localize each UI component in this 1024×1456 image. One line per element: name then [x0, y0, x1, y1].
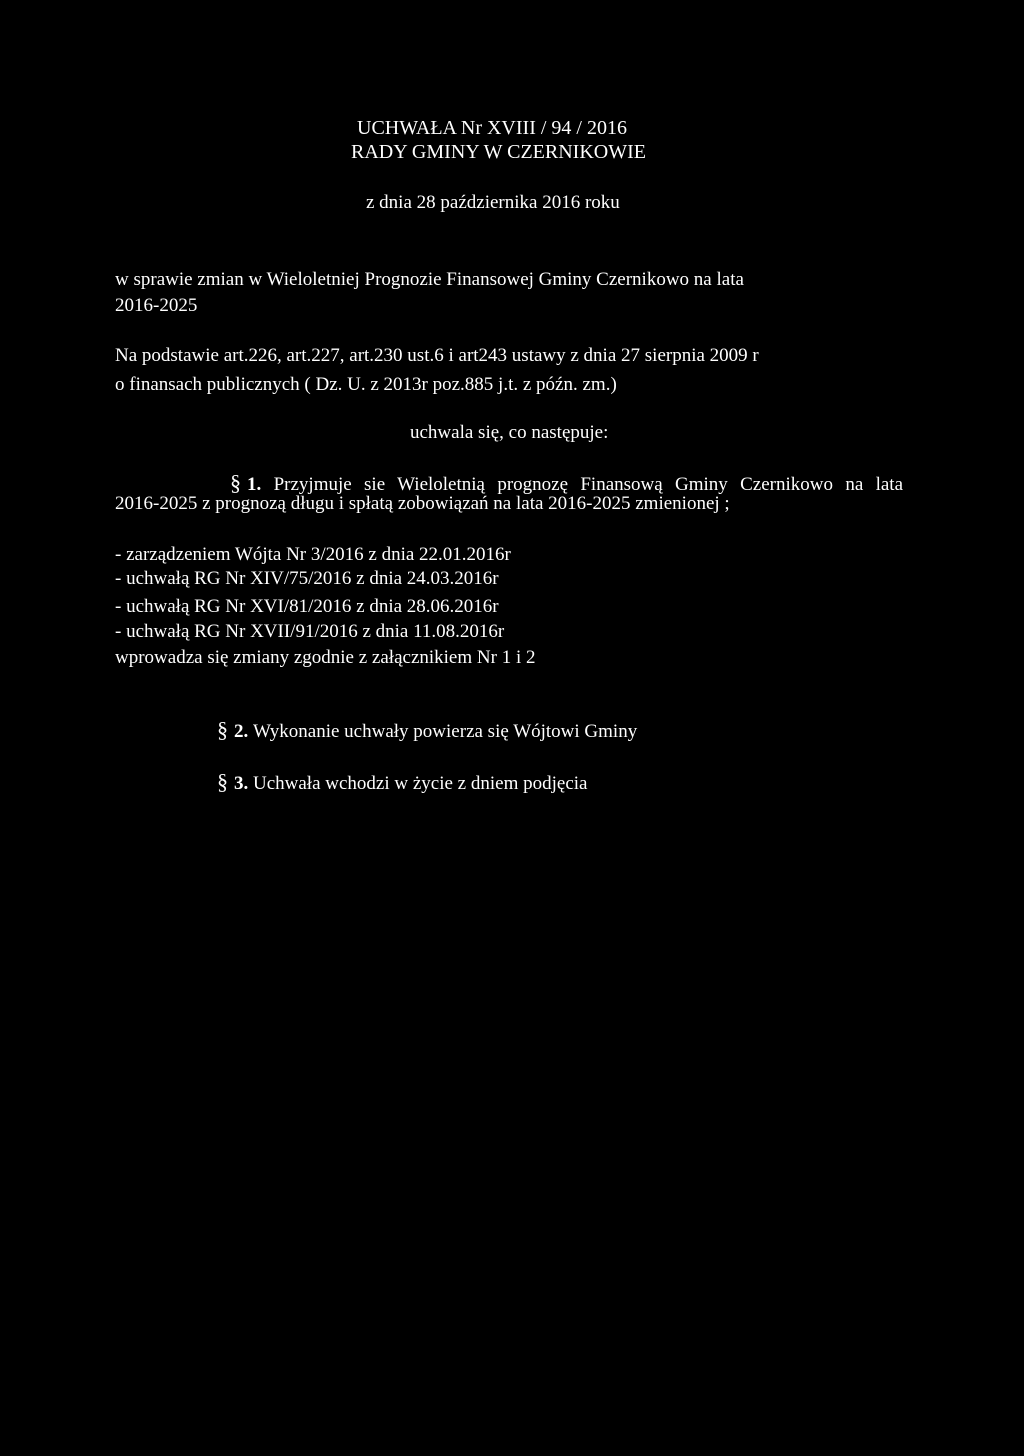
section-1-closing: wprowadza się zmiany zgodnie z załącznikiem Nr 1 i 2	[115, 647, 536, 668]
section-2-text: Wykonanie uchwały powierza się Wójtowi Gminy	[253, 721, 638, 742]
amendment-item: - zarządzeniem Wójta Nr 3/2016 z dnia 22.01.2016r	[115, 544, 511, 565]
amendment-item: - uchwałą RG Nr XVI/81/2016 z dnia 28.06.2016r	[115, 596, 499, 617]
section-1-text-line-1: Przyjmuje sie Wieloletnią prognozę Finansową Gminy Czernikowo na lata	[273, 474, 904, 495]
section-number: 1.	[247, 474, 262, 495]
section-1-text-line-2: 2016-2025 z prognozą długu i spłatą zobowiązań na lata 2016-2025 zmienionej ;	[115, 493, 730, 514]
resolution-number: UCHWAŁA Nr XVIII / 94 / 2016	[357, 117, 627, 139]
resolution-date: z dnia 28 października 2016 roku	[366, 192, 620, 213]
amendment-item: - uchwałą RG Nr XVII/91/2016 z dnia 11.08.2016r	[115, 621, 505, 642]
council-name: RADY GMINY W CZERNIKOWIE	[351, 141, 646, 163]
section-symbol: §	[217, 769, 228, 794]
section-number: 2.	[234, 721, 249, 742]
subject-line-1: w sprawie zmian w Wieloletniej Prognozie Finansowej Gminy Czernikowo na lata	[115, 269, 744, 290]
subject-line-2: 2016-2025	[115, 295, 198, 316]
section-3	[217, 771, 587, 793]
amendment-item: - uchwałą RG Nr XIV/75/2016 z dnia 24.03.2016r	[115, 568, 499, 589]
section-symbol: §	[230, 470, 241, 495]
section-3-text: Uchwała wchodzi w życie z dniem podjęcia	[253, 773, 588, 794]
legal-basis-line-2: o finansach publicznych ( Dz. U. z 2013r poz.885 j.t. z późn. zm.)	[115, 374, 617, 395]
section-symbol: §	[217, 717, 228, 742]
legal-basis-line-1: Na podstawie art.226, art.227, art.230 ust.6 i art243 ustawy z dnia 27 sierpnia 2009 r	[115, 345, 759, 366]
section-number: 3.	[234, 773, 249, 794]
resolves-clause: uchwala się, co następuje:	[410, 422, 609, 443]
section-2	[217, 719, 637, 741]
